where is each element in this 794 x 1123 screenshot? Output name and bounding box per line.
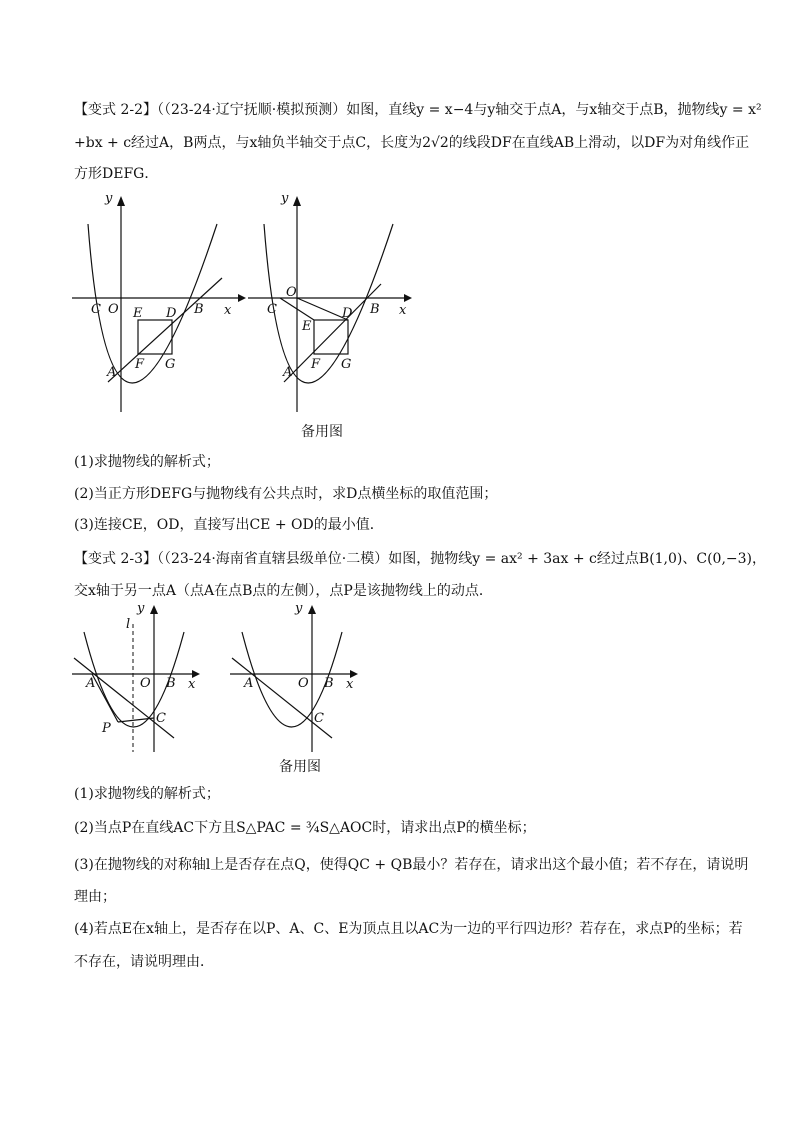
problem1-figure-main: [60, 192, 250, 417]
label-y: y: [281, 192, 289, 206]
problem1-figure-backup: [236, 192, 426, 417]
problem2-figure-main: [66, 602, 206, 757]
problem2-figure-backup: [224, 602, 364, 757]
problem1-question-3: (3)连接CE，OD，直接写出CE + OD的最小值．: [74, 517, 384, 533]
label-o: O: [108, 302, 119, 317]
label-c: C: [91, 302, 101, 317]
label-e: E: [302, 319, 312, 334]
label-a: A: [244, 676, 254, 691]
problem1-line3: 方形DEFG．: [74, 166, 159, 182]
label-x: x: [224, 303, 232, 318]
y-axis-arrow: [308, 605, 316, 614]
figure-caption-backup-1: 备用图: [301, 424, 343, 440]
label-o: O: [298, 676, 309, 691]
label-x: x: [399, 303, 407, 318]
label-y: y: [295, 602, 303, 616]
problem2-question-1: (1)求抛物线的解析式；: [74, 786, 220, 802]
x-axis-arrow: [404, 294, 412, 302]
problem1-line2: +bx + c经过A，B两点，与x轴负半轴交于点C，长度为2√2的线段DF在直线AB上滑动，以DF为对角线作正: [74, 135, 750, 151]
label-c: C: [156, 711, 166, 726]
problem2-line1: 【变式 2-3】（（23-24·海南省直辖县级单位·二模）如图，抛物线y = ax² + 3ax + c经过点B(1,0)、C(0,−3)，: [74, 551, 767, 567]
label-a: A: [283, 365, 293, 380]
label-o: O: [140, 676, 151, 691]
problem2-question-4a: (4)若点E在x轴上，是否存在以P、A、C、E为顶点且以AC为一边的平行四边形？若存在，求点P的坐标；若: [74, 921, 743, 937]
label-a: A: [86, 676, 96, 691]
problem1-question-2: (2)当正方形DEFG与抛物线有公共点时，求D点横坐标的取值范围；: [74, 486, 498, 502]
label-o: O: [286, 285, 297, 300]
label-y: y: [105, 192, 113, 206]
label-b: B: [166, 676, 176, 691]
label-f: F: [311, 357, 321, 372]
label-l: l: [126, 617, 131, 632]
label-c: C: [314, 711, 324, 726]
problem2-question-3a: (3)在抛物线的对称轴l上是否存在点Q，使得QC + QB最小？若存在，请求出这个最小值；若不存在，请说明: [74, 857, 749, 873]
label-b: B: [324, 676, 334, 691]
label-f: F: [135, 357, 145, 372]
label-x: x: [346, 677, 354, 692]
label-x: x: [188, 677, 196, 692]
label-d: D: [342, 306, 353, 321]
label-d: D: [166, 306, 177, 321]
problem2-line2: 交x轴于另一点A（点A在点B点的左侧），点P是该抛物线上的动点．: [74, 583, 493, 599]
segment-pc: [118, 718, 154, 722]
y-axis-arrow: [150, 605, 158, 614]
y-axis-arrow: [117, 196, 125, 206]
label-y: y: [137, 602, 145, 616]
label-c: C: [267, 302, 277, 317]
line-ac: [74, 658, 174, 738]
label-g: G: [341, 357, 352, 372]
segment-od: [297, 298, 348, 320]
label-e: E: [133, 306, 143, 321]
problem1-question-1: (1)求抛物线的解析式；: [74, 454, 220, 470]
problem1-line1: 【变式 2-2】（（23-24·辽宁抚顺·模拟预测）如图，直线y = x−4与y轴交于点A，与x轴交于点B，抛物线y = x²: [74, 102, 762, 118]
figure-caption-backup-2: 备用图: [279, 759, 321, 775]
problem2-question-2: (2)当点P在直线AC下方且S△PAC = ¾S△AOC时，请求出点P的横坐标；: [74, 820, 536, 836]
y-axis-arrow: [293, 196, 301, 206]
label-b: B: [194, 302, 204, 317]
label-b: B: [370, 302, 380, 317]
problem2-question-4b: 不存在，请说明理由．: [74, 954, 214, 970]
label-p: P: [102, 721, 111, 736]
label-a: A: [107, 365, 117, 380]
line-ac: [232, 658, 332, 738]
segment-pa: [92, 674, 118, 722]
problem2-question-3b: 理由；: [74, 889, 116, 905]
label-g: G: [165, 357, 176, 372]
